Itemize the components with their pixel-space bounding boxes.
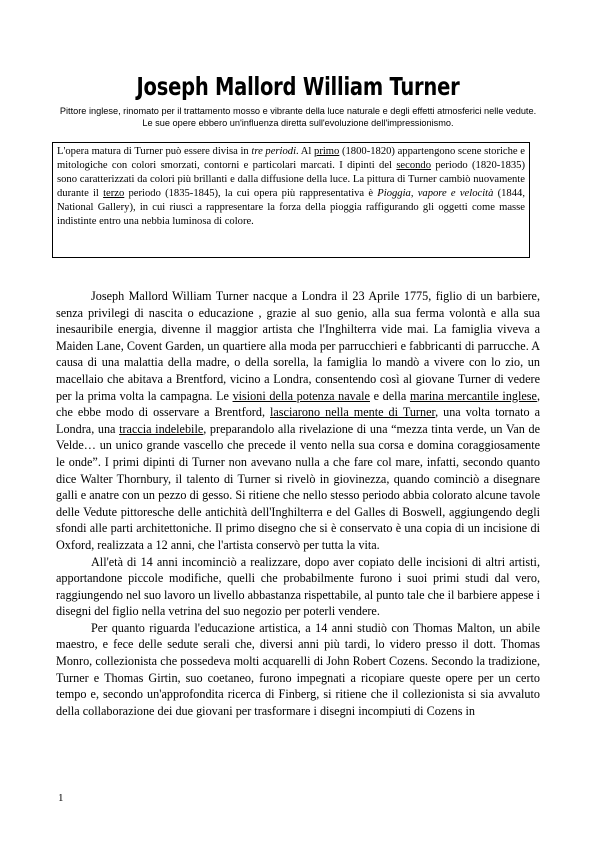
abstract-italic: tre periodi [251,146,297,157]
paragraph-2: All'età di 14 anni incominciò a realizzare, dopo aver copiato delle incisioni di altri artisti, apportandone piccole modifiche, quelli che probabilmente furono i suoi primi studi dal vero, raggiungendo nel suo lavoro un livello abbastanza rispettabile, al punto tale che il barbiere appese i disegni del figlio nella vetrina del suo negozio per poterli vendere. [56,554,540,619]
paragraph-text: , che ebbe modo di osservare a Brentford, [56,388,540,420]
abstract-text: . Al [296,146,315,157]
paragraph-text: Joseph Mallord William Turner nacque a Londra il 23 Aprile 1775, figlio di un barbiere, senza privilegi di nascita o educazione , grazie al suo genio, alla sua ferma volontà e alla sua inesauribile energia, divenne il maggior artista che l'Inghilterra vide mai. La famiglia viveva a Maiden Lane, Covent Garden, un quartiere alla moda per parrucchieri e fabbricanti di parrucche. A causa di una malattia della madre, o della sorella, la famiglia lo mandò a vivere con lo zio, un macellaio che abitava a Brentford, vicino a Londra, consentendo così al giovane Turner di vedere per la prima volta la campagna. Le [56,289,540,403]
abstract-italic: Pioggia, vapore e velocità [377,187,494,199]
paragraph-text: , una volta tornato a Londra, una [56,405,540,436]
paragraph-1 [56,288,540,554]
page-number: 1 [58,792,64,804]
abstract-text: (1800-1820) appartengono scene storiche e mitologiche con colori smorzati, contorni e particolari marcati. I dipinti del [57,146,525,171]
underlined-phrase: lasciarono nella mente di Turner [270,405,436,420]
abstract-text: periodo (1835-1845), la cui opera più rappresentativa è [124,187,378,199]
abstract-text: (1844, National Gallery), in cui riuscì a rappresentare la forza della pioggia raffigurando gli oggetti come masse indistinte entro una nebbia luminosa di colore. [57,187,525,227]
abstract-box [52,142,530,258]
abstract-underlined: primo [314,146,340,157]
abstract-text: L'opera matura di Turner può essere divisa in [57,146,252,157]
body-text [56,288,540,719]
underlined-phrase: traccia indelebile [119,421,204,436]
paragraph-text: , preparandolo alla rivelazione di una “mezza tinta verde, un Van de Velde… un unico grande vascello che precede il vento nella sua corsa e domina coraggiosamente le onde”. I primi dipinti di Turner non avevano nulla a che fare col mare, infatti, secondo quanto dice Walter Thornbury, il talento di Turner si rivelò in giovinezza, quando cominciò a disegnare galli e anatre con un pezzo di gesso. Si ritiene che nello stesso periodo abbia colorato alcune tavole delle Vedute pittoresche delle antichità dell'Inghilterra e del Galles di Boswell, aggiungendo degli sfondi alle parti architettoniche. Il primo disegno che si è conservato è una copia di un incisione di Oxford, realizzata a 12 anni, che l'artista conservò per tutta la vita. [56,421,540,552]
paragraph-3: Per quanto riguarda l'educazione artistica, a 14 anni studiò con Thomas Malton, un abile maestro, e fece delle sedute serali che, diversi anni più tardi, lo videro presso il dott. Thomas Monro, collezionista che possedeva molti acquarelli di John Robert Cozens. Secondo la tradizione, Turner e Thomas Girtin, suo coetaneo, furono impegnati a ricopiare queste opere per un certo tempo e, secondo un'approfondita ricerca di Finberg, si ritiene che il collezionista si sia avvaluto della collaborazione dei due giovani per trasformare i disegni incompiuti di Cozens in [56,620,540,718]
underlined-phrase: marina mercantile inglese [409,388,537,403]
subtitle: Pittore inglese, rinomato per il trattamento mosso e vibrante della luce naturale e degli effetti atmosferici nelle vedute. Le sue opere ebbero un'influenza diretta sull'evoluzione dell'impressionismo. [59,106,537,128]
abstract-text: periodo (1820-1835) sono caratterizzati da colori più brillanti e dalla diffusione della luce. La pittura di Turner cambiò nuovamente durante il [57,159,525,199]
abstract-underlined: secondo [396,159,432,171]
page-title: Joseph Mallord William Turner [136,72,460,101]
abstract-underlined: terzo [103,187,125,199]
underlined-phrase: visioni della potenza navale [232,388,370,403]
paragraph-text: e della [369,388,410,403]
